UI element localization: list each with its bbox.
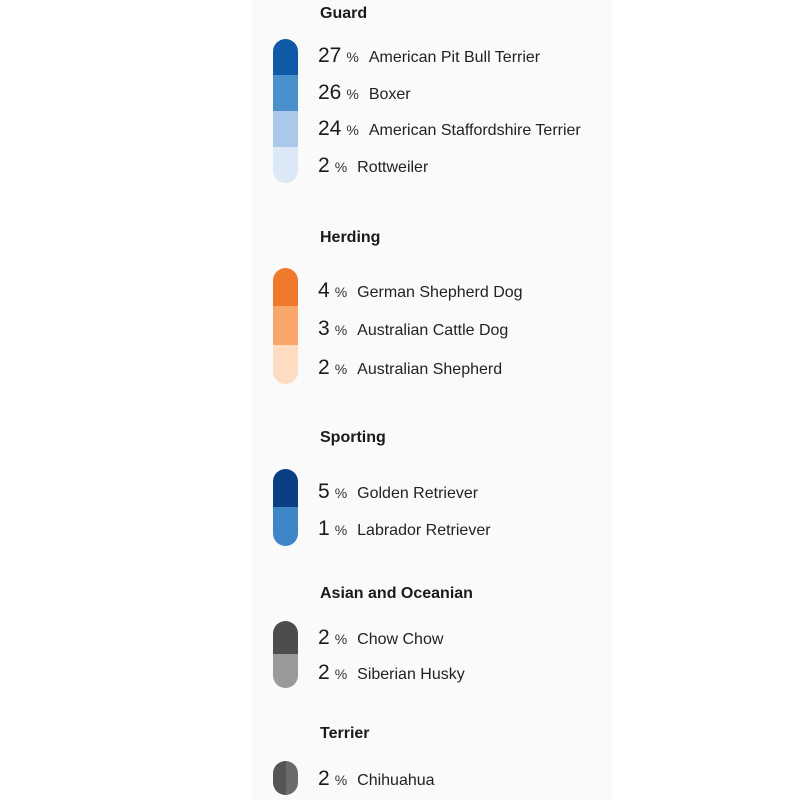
breed-label: German Shepherd Dog (357, 284, 523, 301)
list-item (318, 626, 443, 650)
unit-label: % (334, 522, 348, 538)
unit-label: % (346, 49, 359, 65)
unit-label: % (346, 122, 359, 138)
breed-label: Boxer (368, 86, 411, 103)
list-item (318, 81, 411, 105)
breed-label: Australian Cattle Dog (357, 322, 509, 339)
list-item (318, 517, 491, 541)
value-label: 2 (318, 767, 330, 790)
value-label: 2 (318, 154, 330, 177)
breed-label: Chow Chow (357, 631, 444, 648)
value-label: 24 (318, 117, 342, 140)
unit-label: % (334, 361, 348, 377)
unit-label: % (346, 86, 359, 102)
breed-label: American Staffordshire Terrier (368, 122, 581, 139)
list-item (318, 117, 581, 141)
pill-segment (273, 654, 298, 688)
pill-segment (273, 147, 298, 183)
unit-label: % (334, 284, 348, 300)
pill-segment (273, 469, 298, 507)
list-item (318, 44, 540, 68)
pill-segment (273, 345, 298, 384)
list-item (318, 661, 465, 685)
value-label: 2 (318, 356, 330, 379)
pill-segment (273, 621, 298, 654)
breed-label: Golden Retriever (357, 485, 479, 502)
unit-label: % (334, 666, 348, 682)
pill-segment (273, 507, 298, 546)
breed-label: American Pit Bull Terrier (368, 49, 541, 66)
pill-segment (273, 75, 298, 111)
group-title: Sporting (320, 429, 386, 446)
breed-label: Siberian Husky (357, 666, 465, 683)
value-label: 27 (318, 44, 342, 67)
group-pill (273, 469, 298, 546)
value-label: 2 (318, 661, 330, 684)
pill-segment (273, 306, 298, 345)
group-pill (273, 621, 298, 688)
list-item (318, 317, 508, 341)
unit-label: % (334, 485, 348, 501)
value-label: 1 (318, 517, 330, 540)
list-item (318, 480, 478, 504)
list-item (318, 154, 428, 178)
group-pill (273, 761, 298, 795)
pill-segment (273, 111, 298, 147)
list-item (318, 356, 502, 380)
group-title: Asian and Oceanian (320, 585, 473, 602)
group-title: Terrier (320, 725, 370, 742)
value-label: 3 (318, 317, 330, 340)
value-label: 5 (318, 480, 330, 503)
value-label: 26 (318, 81, 342, 104)
pill-segment-left (273, 761, 286, 795)
group-title: Guard (320, 5, 368, 22)
unit-label: % (334, 631, 348, 647)
value-label: 4 (318, 279, 330, 302)
group-pill (273, 268, 298, 384)
unit-label: % (334, 772, 348, 788)
breed-label: Labrador Retriever (357, 522, 491, 539)
breed-label: Rottweiler (357, 159, 429, 176)
list-item (318, 279, 523, 303)
pill-segment (273, 39, 298, 75)
value-label: 2 (318, 626, 330, 649)
pill-segment (273, 268, 298, 306)
group-pill (273, 39, 298, 183)
group-title: Herding (320, 229, 381, 246)
unit-label: % (334, 322, 348, 338)
breed-label: Chihuahua (357, 772, 435, 789)
unit-label: % (334, 159, 348, 175)
breed-label: Australian Shepherd (357, 361, 503, 378)
list-item (318, 767, 435, 791)
